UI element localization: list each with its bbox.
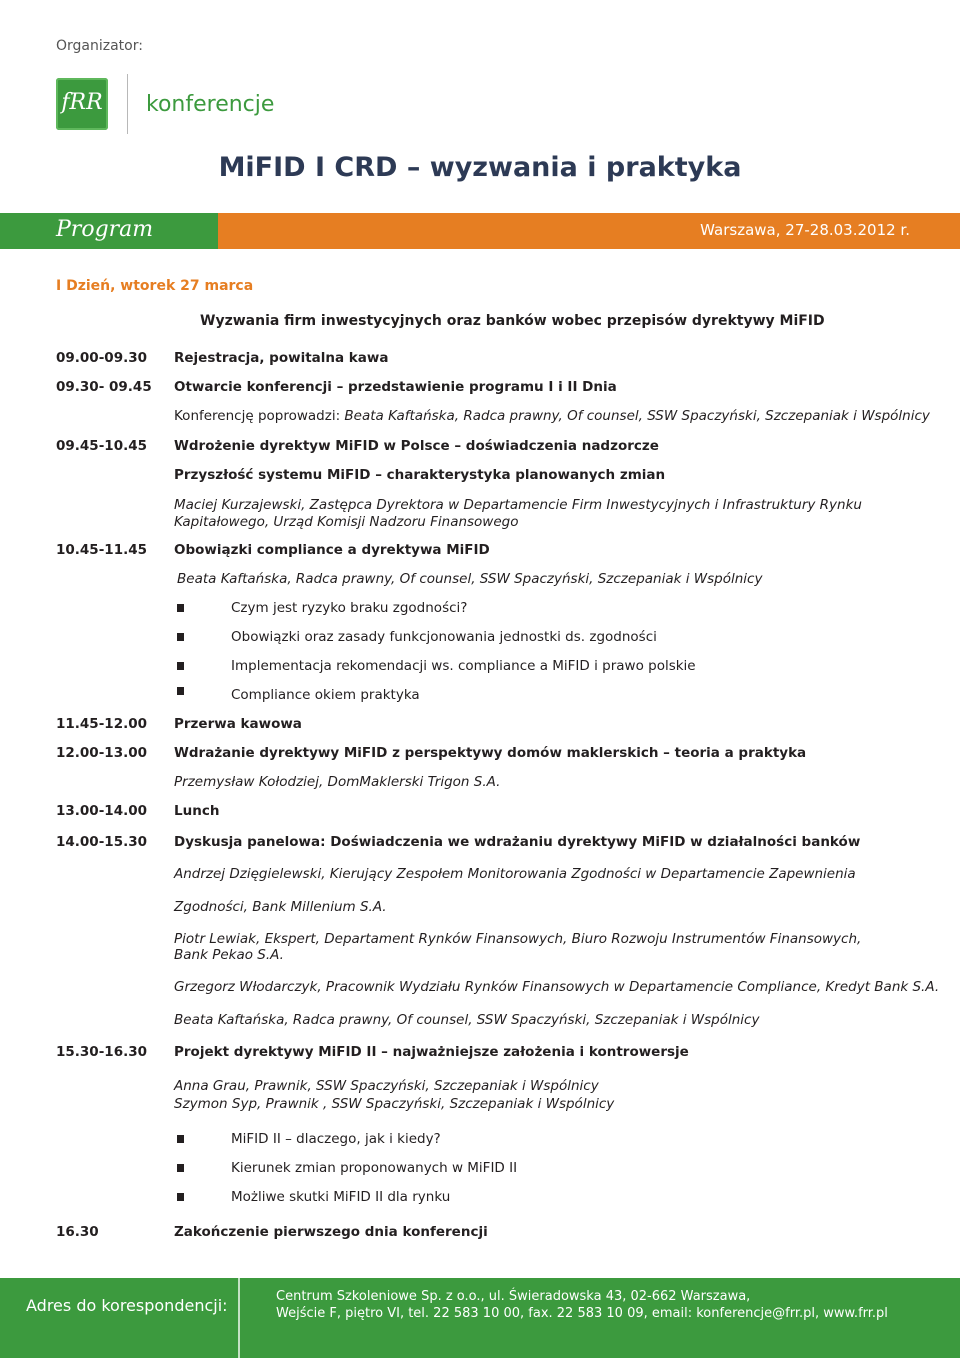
date-banner (218, 213, 960, 249)
session-title: Rejestracja, powitalna kawa (174, 350, 389, 366)
speaker: Maciej Kurzajewski, Zastępca Dyrektora w Departamencie Firm Inwestycyjnych i Infrastruktury Rynku (174, 497, 862, 513)
session-time: 13.00-14.00 (56, 803, 148, 819)
speaker: Szymon Syp, Prawnik , SSW Spaczyński, Szczepaniak i Wspólnicy (174, 1096, 615, 1112)
footer-label: Adres do korespondencji: (26, 1296, 228, 1315)
bullet-marker (177, 633, 184, 641)
session-title: Dyskusja panelowa: Doświadczenia we wdrażaniu dyrektywy MiFID w działalności banków (174, 834, 861, 850)
bullet-marker (177, 604, 184, 612)
panelist: Andrzej Dzięgielewski, Kierujący Zespołem Monitorowania Zgodności w Departamencie Zapewnienia (174, 866, 856, 882)
session-time: 09.00-09.30 (56, 350, 148, 366)
bullet-marker (177, 1164, 184, 1172)
session-time: 12.00-13.00 (56, 745, 148, 761)
session-time: 10.45-11.45 (56, 542, 148, 558)
session-title: Lunch (174, 803, 220, 819)
speaker: Przemysław Kołodziej, DomMaklerski Trigon S.A. (174, 774, 501, 790)
list-item: Kierunek zmian proponowanych w MiFID II (231, 1160, 518, 1176)
speaker: Anna Grau, Prawnik, SSW Spaczyński, Szczepaniak i Wspólnicy (174, 1078, 599, 1094)
list-item: Implementacja rekomendacji ws. compliance a MiFID i prawo polskie (231, 658, 696, 674)
speaker: Kapitałowego, Urząd Komisji Nadzoru Finansowego (174, 514, 519, 530)
bullet-marker (177, 1193, 184, 1201)
session-title: Wdrożenie dyrektyw MiFID w Polsce – doświadczenia nadzorcze (174, 438, 659, 454)
bullet-marker (177, 687, 184, 695)
host-prefix: Konferencję poprowadzi: (174, 408, 345, 424)
footer-contact: Wejście F, piętro VI, tel. 22 583 10 00, fax. 22 583 10 09, email: konferencje@frr.pl, www.frr.pl (276, 1306, 888, 1321)
session-title: Projekt dyrektywy MiFID II – najważniejsze założenia i kontrowersje (174, 1044, 689, 1060)
session-subtitle: Przyszłość systemu MiFID – charakterystyka planowanych zmian (174, 467, 666, 483)
frr-logo (56, 78, 108, 130)
footer-divider (238, 1278, 240, 1358)
session-title: Przerwa kawowa (174, 716, 302, 732)
session-title: Wdrażanie dyrektywy MiFID z perspektywy domów maklerskich – teoria a praktyka (174, 745, 807, 761)
day-label: I Dzień, wtorek 27 marca (56, 278, 254, 294)
logo-divider (127, 74, 128, 134)
panelist: Bank Pekao S.A. (174, 947, 284, 963)
host-name: Beata Kaftańska, Radca prawny, Of counsel, SSW Spaczyński, Szczepaniak i Wspólnicy (344, 408, 930, 424)
panelist: Beata Kaftańska, Radca prawny, Of counsel, SSW Spaczyński, Szczepaniak i Wspólnicy (174, 1012, 760, 1028)
session-time: 09.30- 09.45 (56, 379, 152, 395)
session-time: 11.45-12.00 (56, 716, 148, 732)
bullet-marker (177, 1135, 184, 1143)
panelist: Zgodności, Bank Millenium S.A. (174, 899, 387, 915)
day-subheading: Wyzwania firm inwestycyjnych oraz banków wobec przepisów dyrektywy MiFID (200, 313, 825, 329)
speaker: Beata Kaftańska, Radca prawny, Of counsel, SSW Spaczyński, Szczepaniak i Wspólnicy (177, 571, 763, 587)
footer-label-box (0, 1278, 238, 1358)
bullet-marker (177, 662, 184, 670)
list-item: Czym jest ryzyko braku zgodności? (231, 600, 468, 616)
page-title: MiFID I CRD – wyzwania i praktyka (218, 152, 742, 183)
list-item: Obowiązki oraz zasady funkcjonowania jednostki ds. zgodności (231, 629, 657, 645)
session-title: Zakończenie pierwszego dnia konferencji (174, 1224, 488, 1240)
organizer-label: Organizator: (56, 38, 143, 54)
session-time: 14.00-15.30 (56, 834, 148, 850)
session-title: Otwarcie konferencji – przedstawienie programu I i II Dnia (174, 379, 617, 395)
program-banner (0, 213, 218, 249)
list-item: MiFID II – dlaczego, jak i kiedy? (231, 1131, 441, 1147)
footer-address: Centrum Szkoleniowe Sp. z o.o., ul. Świeradowska 43, 02-662 Warszawa, (276, 1289, 751, 1304)
session-time: 09.45-10.45 (56, 438, 148, 454)
session-title: Obowiązki compliance a dyrektywa MiFID (174, 542, 490, 558)
list-item: Możliwe skutki MiFID II dla rynku (231, 1189, 451, 1205)
session-time: 15.30-16.30 (56, 1044, 148, 1060)
list-item: Compliance okiem praktyka (231, 687, 420, 703)
panelist: Grzegorz Włodarczyk, Pracownik Wydziału Rynków Finansowych w Departamencie Compliance, Kredyt Bank S.A. (174, 979, 940, 995)
panelist: Piotr Lewiak, Ekspert, Departament Rynków Finansowych, Biuro Rozwoju Instrumentów Finansowych, (174, 931, 862, 947)
program-label: Program (56, 217, 154, 242)
place-date: Warszawa, 27-28.03.2012 r. (700, 221, 910, 239)
logo-word: konferencje (146, 92, 275, 117)
session-host (174, 408, 930, 424)
logo-text: fRR (61, 90, 103, 115)
session-time: 16.30 (56, 1224, 99, 1240)
